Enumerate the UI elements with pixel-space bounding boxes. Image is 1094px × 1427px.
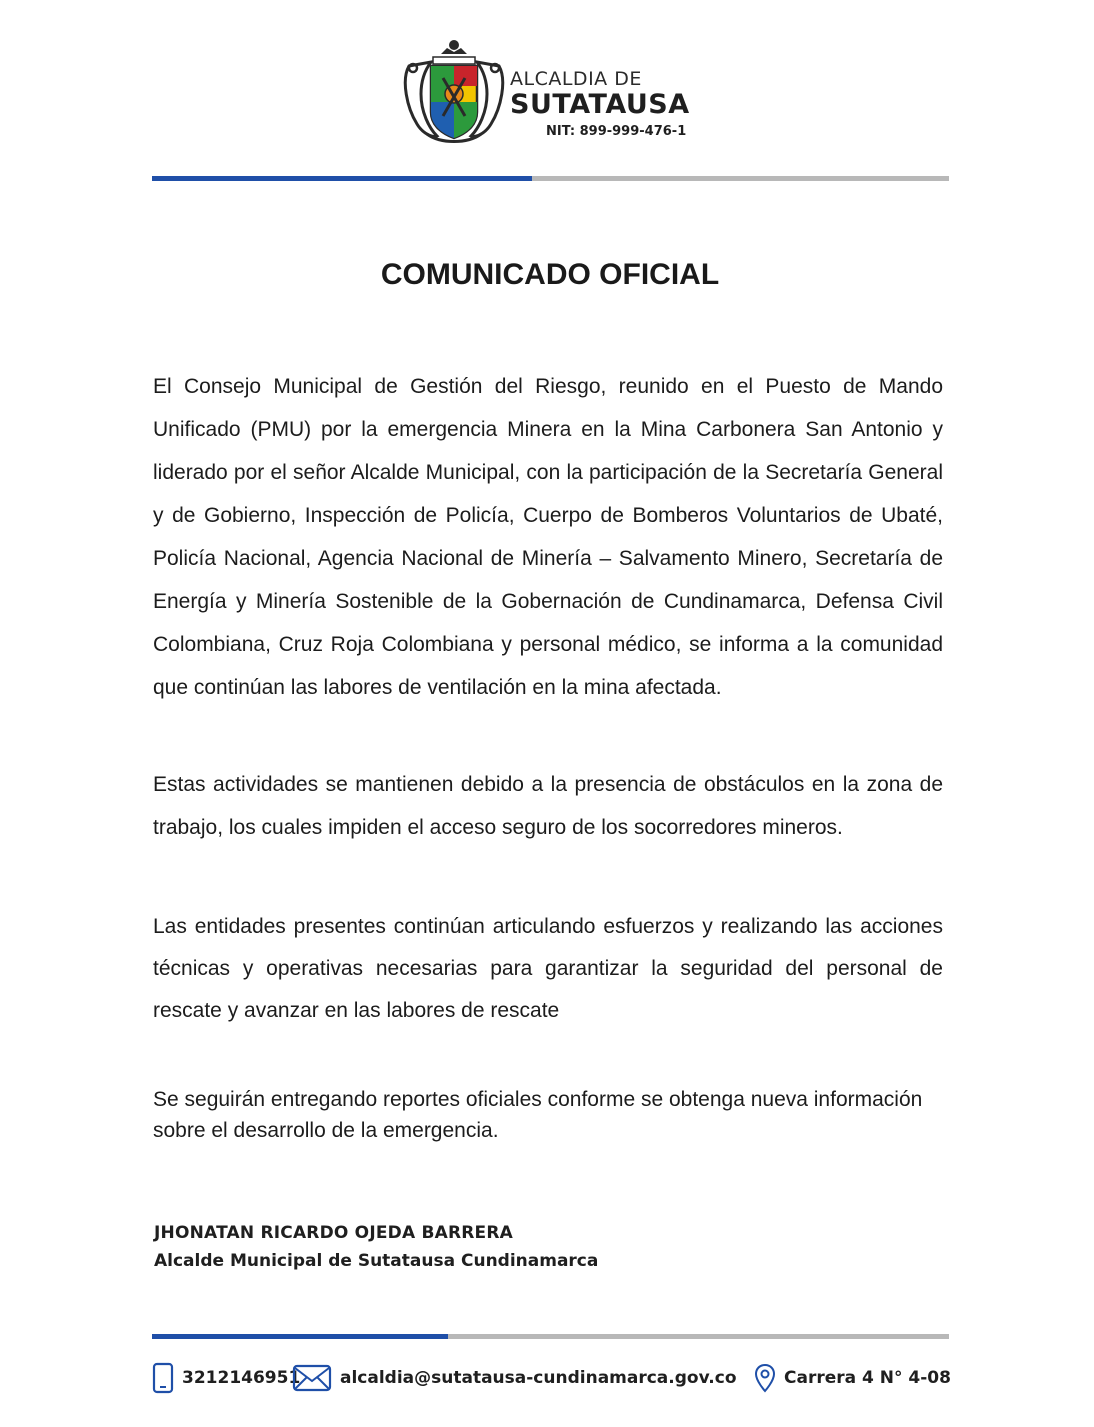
mail-icon bbox=[292, 1364, 332, 1392]
brand-block bbox=[510, 68, 710, 142]
nit-label: NIT: 899-999-476-1 bbox=[546, 124, 687, 139]
paragraph-1: El Consejo Municipal de Gestión del Riesgo, reunido en el Puesto de Mando Unificado (PMU) por la emergencia Minera en la Mina Carbonera San Antonio y liderado por el señor Alcalde Municipal, con la participación de la Secretaría General y de Gobierno, Inspección de Policía, Cuerpo de Bomberos Voluntarios de Ubaté, Policía Nacional, Agencia Nacional de Minería – Salvamento Minero, Secretaría de Energía y Minería Sostenible de la Gobernación de Cundinamarca, Defensa Civil Colombiana, Cruz Roja Colombiana y personal médico, se informa a la comunidad que continúan las labores de ventilación en la mina afectada. bbox=[153, 375, 943, 699]
contact-footer bbox=[152, 1358, 952, 1398]
location-pin-icon bbox=[754, 1363, 776, 1393]
brand-line-1: ALCALDIA DE bbox=[510, 68, 642, 90]
paragraph-4: Se seguirán entregando reportes oficiales conforme se obtenga nueva información sobre el desarrollo de la emergencia. bbox=[153, 1088, 923, 1142]
municipal-crest-icon bbox=[403, 38, 505, 146]
top-divider-blue bbox=[152, 176, 532, 181]
footer-email bbox=[292, 1358, 737, 1398]
bottom-divider-gray bbox=[448, 1334, 949, 1339]
email-address[interactable]: alcaldia@sutatausa-cundinamarca.gov.co bbox=[340, 1368, 737, 1388]
footer-address bbox=[754, 1358, 951, 1398]
footer-phone bbox=[152, 1358, 300, 1398]
phone-icon bbox=[152, 1362, 174, 1394]
paragraph-2: Estas actividades se mantienen debido a la presencia de obstáculos en la zona de trabajo, los cuales impiden el acceso seguro de los socorredores mineros. bbox=[153, 773, 943, 839]
signatory-role: Alcalde Municipal de Sutatausa Cundinamarca bbox=[154, 1251, 599, 1271]
top-divider-gray bbox=[532, 176, 949, 181]
brand-line-2: SUTATAUSA bbox=[510, 89, 690, 120]
paragraph-3: Las entidades presentes continúan articulando esfuerzos y realizando las acciones técnicas y operativas necesarias para garantizar la seguridad del personal de rescate y avanzar en las labores de rescate bbox=[153, 915, 943, 1022]
letterhead bbox=[0, 38, 1094, 148]
document-title: COMUNICADO OFICIAL bbox=[380, 258, 720, 291]
bottom-divider-blue bbox=[152, 1334, 448, 1339]
signatory-name: JHONATAN RICARDO OJEDA BARRERA bbox=[154, 1223, 513, 1243]
signature-block bbox=[154, 1219, 598, 1275]
phone-number: 3212146951 bbox=[182, 1368, 301, 1388]
street-address: Carrera 4 N° 4-08 bbox=[784, 1368, 951, 1388]
